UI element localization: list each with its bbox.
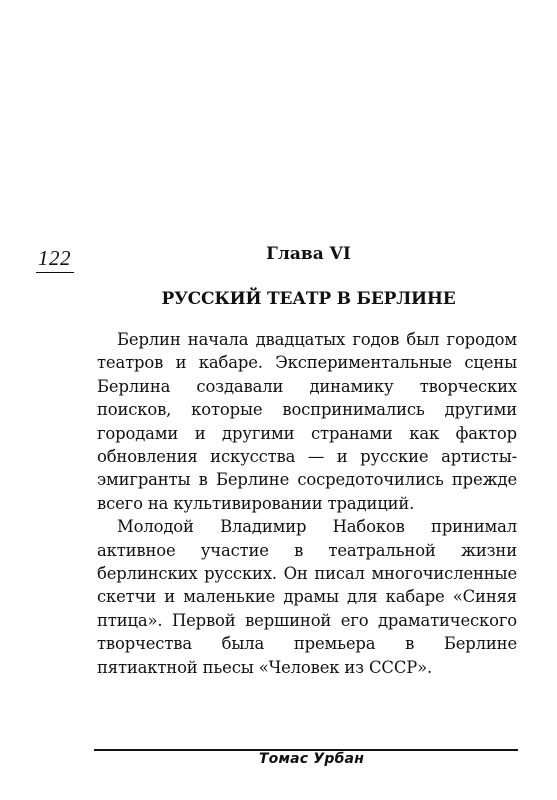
- page-number: 122: [38, 246, 71, 270]
- body-text: [97, 328, 517, 679]
- paragraph: Молодой Владимир Набоков принимал активное участие в театральной жизни берлинских русских. Он писал многочисленные скетчи и маленькие драмы для кабаре «Синяя птица». Первой вершиной его драматического творчества была премьера в Берлине пятиактной пьесы «Человек из СССР».: [97, 517, 517, 677]
- running-footer: Томас Урбан: [258, 751, 365, 767]
- page-number-underline: [36, 272, 74, 273]
- paragraph: Берлин начала двадцатых годов был городом театров и кабаре. Экспериментальные сцены Берлина создавали динамику творческих поисков, которые воспринимались другими городами и другими странами как фактор обновления искусства — и русские артисты-эмигранты в Берлине сосредоточились прежде всего на культивировании традиций.: [97, 330, 517, 513]
- chapter-title: РУССКИЙ ТЕАТР В БЕРЛИНЕ: [161, 289, 456, 309]
- chapter-label: Глава VI: [266, 244, 351, 264]
